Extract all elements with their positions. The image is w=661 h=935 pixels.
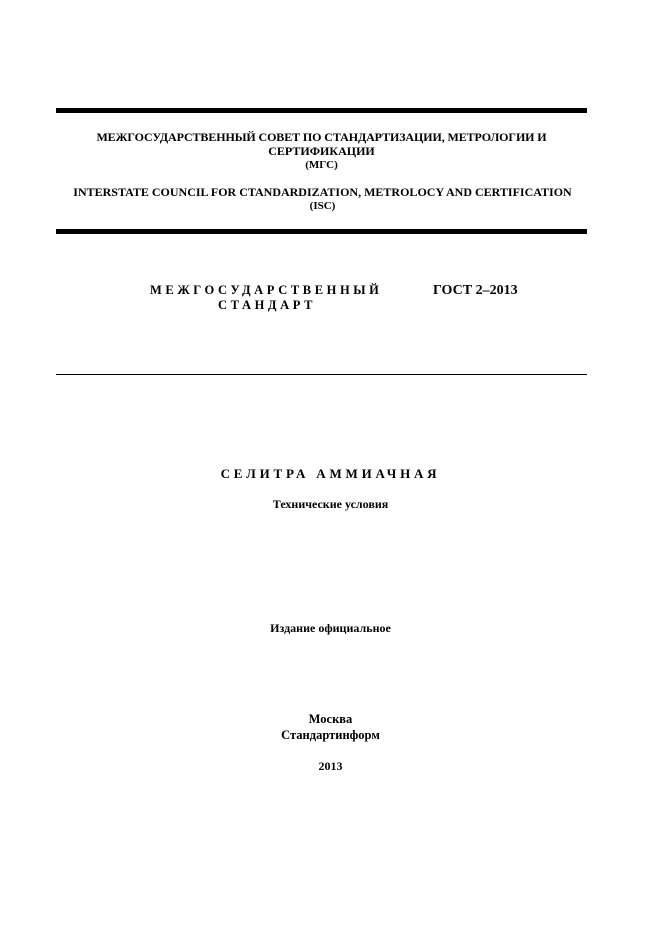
edition-note: Издание официальное: [270, 621, 391, 635]
council-en-abbreviation: (ISC): [309, 200, 336, 212]
standard-type-line2: СТАНДАРТ: [218, 298, 317, 312]
document-subtitle: Технические условия: [272, 497, 389, 511]
bottom-thick-rule: [56, 229, 587, 234]
standard-type-line1: МЕЖГОСУДАРСТВЕННЫЙ: [150, 283, 383, 297]
imprint-city: Москва: [308, 712, 353, 726]
council-ru-line2: СЕРТИФИКАЦИИ: [268, 144, 375, 158]
top-thick-rule: [56, 108, 587, 113]
imprint-year: 2013: [318, 759, 343, 773]
thin-rule: [56, 374, 587, 375]
imprint-publisher: Стандартинформ: [281, 728, 380, 742]
council-en-line1: INTERSTATE COUNCIL FOR CTANDARDIZATION, METROLOCY AND CERTIFICATION: [73, 185, 572, 199]
council-name-russian: [56, 130, 587, 172]
gost-number: ГОСТ 2–2013: [433, 283, 518, 298]
council-name-english: [40, 185, 605, 213]
council-ru-line1: МЕЖГОСУДАРСТВЕННЫЙ СОВЕТ ПО СТАНДАРТИЗАЦИИ, МЕТРОЛОГИИ И: [96, 130, 547, 144]
council-ru-abbreviation: (МГС): [305, 159, 338, 171]
document-title: СЕЛИТРА АММИАЧНАЯ: [220, 466, 441, 481]
